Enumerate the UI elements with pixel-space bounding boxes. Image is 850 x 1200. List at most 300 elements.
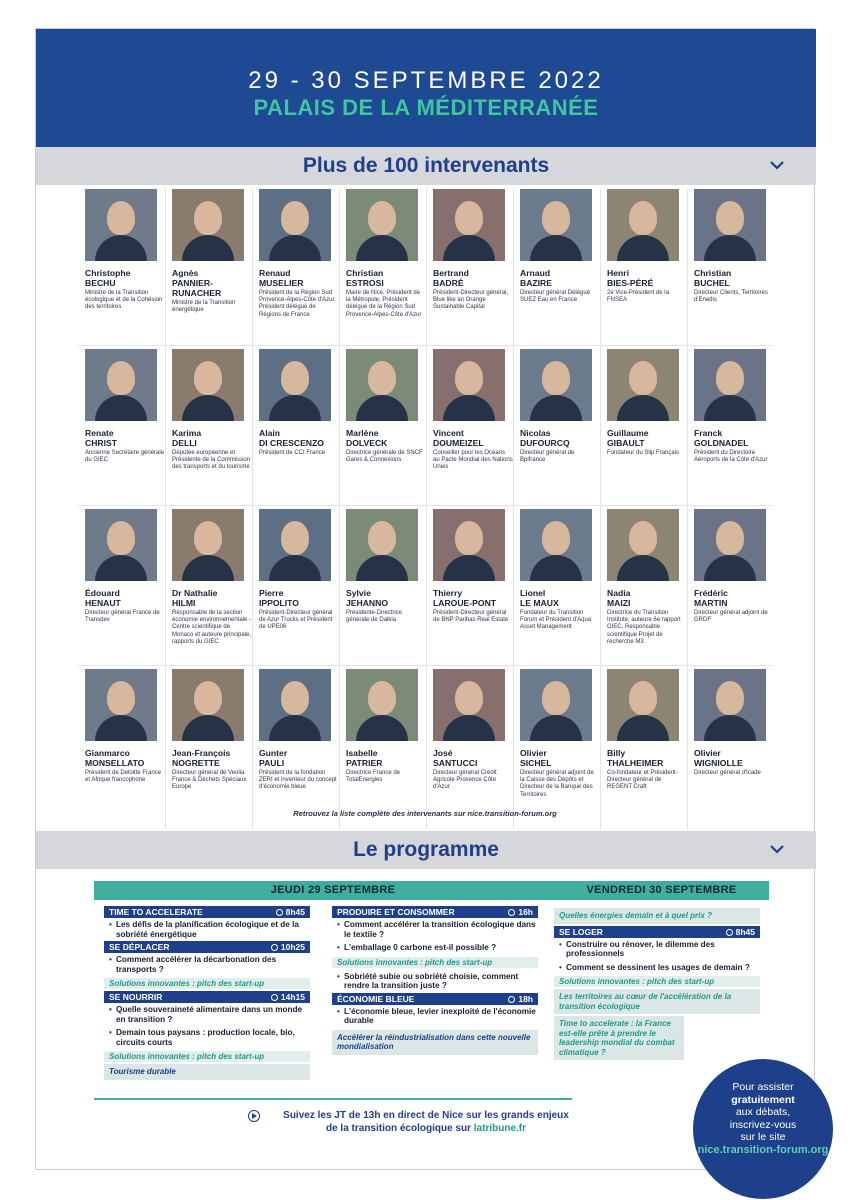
speaker-role: Président de Deloitte France et Afrique francophone (85, 770, 162, 784)
circle-line: inscrivez-vous (729, 1118, 797, 1131)
footer-divider (94, 1098, 572, 1100)
speaker-photo (172, 509, 244, 581)
speaker-photo-head (629, 361, 657, 395)
speaker-card (426, 349, 513, 507)
speaker-role: Directrice du Transition Institute, auteure 6e rapport GIEC, Responsable scientifique Projet de recherche M3 (607, 610, 681, 645)
speaker-photo (85, 509, 157, 581)
speaker-first-name: Guillaume (607, 428, 649, 438)
speaker-role: Fondateur du Slip Français (607, 450, 680, 456)
speaker-card (165, 189, 252, 347)
speaker-card (78, 669, 165, 827)
speaker-photo (346, 669, 418, 741)
speaker-last-name: GIBAULT (607, 438, 645, 448)
speaker-card (513, 189, 600, 347)
speaker-card (339, 349, 426, 507)
speaker-card (687, 189, 774, 347)
speaker-card (426, 189, 513, 347)
speaker-photo-head (629, 521, 657, 555)
speaker-photo (85, 669, 157, 741)
speaker-last-name: PANNIER-RUNACHER (172, 278, 222, 298)
speaker-role: Président du Directoire Aéroports de la Côte d'Azur (694, 450, 768, 464)
speaker-photo (694, 669, 766, 741)
speaker-first-name: Sylvie (346, 588, 371, 598)
session-time-label: 10h25 (280, 942, 305, 952)
speaker-role: Fondateur du Transition Forum et Président d'Aqua Asset Management (520, 610, 592, 631)
speaker-photo (85, 189, 157, 261)
speaker-card (78, 349, 165, 507)
speaker-role: Ministre de la Transition énergétique (172, 300, 236, 314)
speaker-photo (520, 189, 592, 261)
speaker-card (426, 669, 513, 827)
solutions-banner: Solutions innovantes : pitch des start-up (104, 1051, 310, 1062)
day1-header: JEUDI 29 SEPTEMBRE (94, 881, 572, 900)
speaker-photo-head (629, 201, 657, 235)
speaker-first-name: Bertrand (433, 268, 469, 278)
speaker-role: Directrice générale de SNCF Gares & Connexions (346, 450, 423, 464)
session-header (104, 991, 310, 1003)
speaker-first-name: Billy (607, 748, 626, 758)
registration-circle[interactable] (693, 1059, 833, 1199)
speaker-photo (433, 669, 505, 741)
speaker-photo-body (182, 555, 234, 581)
event-venue: PALAIS DE LA MÉDITERRANÉE (253, 95, 599, 120)
speaker-photo-head (107, 361, 135, 395)
play-icon[interactable] (248, 1110, 260, 1122)
speaker-photo-head (716, 681, 744, 715)
chevron-down-icon[interactable] (768, 840, 786, 858)
speaker-photo (172, 669, 244, 741)
speaker-card (252, 189, 339, 347)
circle-line (693, 1094, 833, 1107)
speaker-first-name: Pierre (259, 588, 284, 598)
speaker-card (339, 509, 426, 667)
speaker-photo-body (530, 555, 582, 581)
solutions-banner: Solutions innovantes : pitch des start-up (332, 957, 538, 968)
speaker-first-name: Marlène (346, 428, 379, 438)
speaker-last-name: WIGNIOLLE (694, 758, 743, 768)
session-topic: • Quelle souveraineté alimentaire dans un monde en transition ? (104, 1003, 310, 1026)
speaker-card (165, 509, 252, 667)
programme-section-bar[interactable] (36, 831, 816, 869)
day2-column (554, 906, 760, 1062)
speaker-photo (433, 349, 505, 421)
speaker-first-name: Nadia (607, 588, 631, 598)
speaker-photo-body (704, 555, 756, 581)
session-header (104, 941, 310, 953)
speaker-first-name: Édouard (85, 588, 120, 598)
hero-header (36, 29, 816, 147)
speaker-card (78, 189, 165, 347)
speaker-first-name: Olivier (694, 748, 721, 758)
speaker-role: Directrice France de TotalEnergies (346, 770, 401, 784)
speaker-card (513, 509, 600, 667)
speaker-photo-head (716, 361, 744, 395)
speaker-first-name: Arnaud (520, 268, 551, 278)
latribune-link[interactable]: latribune.fr (473, 1123, 527, 1134)
speaker-last-name: DOUMEIZEL (433, 438, 484, 448)
session-time-label: 8h45 (285, 907, 305, 917)
speaker-card (165, 669, 252, 827)
speaker-role: Maire de Nice, Président de la Métropole, Président délégué de la Région Sud Provence-Alpes-Côte d'Azur (346, 290, 422, 318)
speaker-photo-head (455, 201, 483, 235)
speaker-photo-head (455, 521, 483, 555)
session-topic: • Demain tous paysans : production locale, bio, circuits courts (104, 1026, 310, 1049)
topic-tile: Quelles énergies demain et à quel prix ? (554, 908, 760, 924)
speaker-photo-head (368, 361, 396, 395)
speaker-last-name: BADRÉ (433, 278, 464, 288)
clock-icon (508, 909, 515, 916)
speaker-photo-head (281, 201, 309, 235)
speaker-last-name: MARTIN (694, 598, 728, 608)
speaker-photo (520, 349, 592, 421)
session-time-label: 14h15 (280, 992, 305, 1002)
speaker-role: Députée européenne et Présidente de la Commission des transports et du tourisme (172, 450, 251, 471)
speaker-last-name: NOGRETTE (172, 758, 220, 768)
speaker-photo-head (194, 521, 222, 555)
speaker-photo (259, 349, 331, 421)
speaker-first-name: Christian (694, 268, 732, 278)
speaker-last-name: MUSELIER (259, 278, 304, 288)
speaker-role: Directeur général de Bpifrance (520, 450, 575, 464)
speaker-photo-body (269, 395, 321, 421)
follow-banner[interactable] (236, 1109, 616, 1135)
speaker-last-name: DOLVECK (346, 438, 388, 448)
poster (35, 28, 829, 1170)
event-dates: 29 - 30 SEPTEMBRE 2022 (248, 67, 604, 94)
programme-section-title: Le programme (353, 838, 499, 861)
session-time (508, 906, 533, 918)
speaker-first-name: Isabelle (346, 748, 378, 758)
speaker-photo-head (542, 201, 570, 235)
speaker-role: Directeur général de Veolia France & Déchets Spéciaux Europe (172, 770, 247, 791)
speaker-photo-body (443, 395, 495, 421)
speaker-photo-body (182, 715, 234, 741)
speaker-photo-body (443, 235, 495, 261)
speaker-card (165, 349, 252, 507)
speaker-card (252, 509, 339, 667)
speaker-card (78, 509, 165, 667)
session-title: SE LOGER (559, 926, 603, 937)
speaker-last-name: DELLI (172, 438, 197, 448)
speaker-photo (607, 189, 679, 261)
speaker-first-name: Christian (346, 268, 384, 278)
speakers-section-bar[interactable] (36, 147, 816, 185)
speaker-photo-head (194, 681, 222, 715)
speaker-first-name: Christophe (85, 268, 131, 278)
session-time (276, 906, 305, 918)
speaker-last-name: ESTROSI (346, 278, 384, 288)
speaker-first-name: Jean-François (172, 748, 231, 758)
speaker-first-name: Agnès (172, 268, 199, 278)
speaker-photo-head (281, 681, 309, 715)
follow-line-1: Suivez les JT de 13h en direct de Nice sur les grands enjeux (283, 1110, 569, 1121)
speaker-last-name: LE MAUX (520, 598, 559, 608)
session-time (508, 993, 533, 1005)
speaker-role: Président-Directeur général de Azur Trucks et Président de UPE06 (259, 610, 333, 631)
speaker-photo-head (455, 361, 483, 395)
session-title: TIME TO ACCELERATE (109, 907, 203, 917)
speaker-photo-body (95, 555, 147, 581)
speaker-photo (694, 349, 766, 421)
speaker-photo-head (542, 681, 570, 715)
speaker-role: Conseiller pour les Océans au Pacte Mondial des Nations Unies (433, 450, 513, 471)
speaker-card (513, 669, 600, 827)
speaker-last-name: GOLDNADEL (694, 438, 749, 448)
speaker-photo-head (716, 201, 744, 235)
speaker-photo-body (443, 715, 495, 741)
day1-column-2 (332, 906, 538, 1057)
speaker-photo (259, 509, 331, 581)
circle-line: sur le site (740, 1131, 786, 1143)
speaker-photo-body (443, 555, 495, 581)
speaker-photo (694, 189, 766, 261)
speaker-photo-body (617, 395, 669, 421)
speaker-role: Directeur Clients, Territoires d'Enedis (694, 290, 768, 304)
speaker-role: Président de la fondation ZERI et inventeur du concept d'économie bleue (259, 770, 337, 791)
speaker-photo-body (617, 715, 669, 741)
session-title: ÉCONOMIE BLEUE (337, 993, 415, 1004)
speaker-photo-head (194, 201, 222, 235)
circle-line: aux débats, (735, 1106, 791, 1118)
speaker-first-name: José (433, 748, 453, 758)
speaker-card (600, 669, 687, 827)
speaker-photo (694, 509, 766, 581)
session-topic: • Les défis de la planification écologique et de la sobriété énergétique (104, 918, 310, 941)
follow-line-2 (236, 1122, 616, 1135)
speaker-photo-body (356, 555, 408, 581)
speaker-photo-body (95, 235, 147, 261)
speaker-photo-body (269, 235, 321, 261)
speaker-photo-body (704, 235, 756, 261)
speaker-card (426, 509, 513, 667)
session-time-label: 8h45 (735, 926, 755, 937)
speaker-photo-body (530, 395, 582, 421)
speaker-photo (172, 349, 244, 421)
clock-icon (726, 929, 733, 936)
speaker-last-name: PAULI (259, 758, 285, 768)
session-title: SE DÉPLACER (109, 942, 170, 952)
speaker-last-name: LAROUE-PONT (433, 598, 497, 608)
speakers-section-title: Plus de 100 intervenants (302, 154, 550, 177)
speaker-role: Ancienne Secrétaire générale du GIEC (85, 450, 165, 464)
session-time (271, 941, 305, 953)
speaker-first-name: Renaud (259, 268, 291, 278)
session-time (271, 991, 305, 1003)
speaker-first-name: Franck (694, 428, 723, 438)
speaker-photo-head (542, 361, 570, 395)
speaker-photo (607, 349, 679, 421)
speaker-photo-body (95, 395, 147, 421)
speaker-photo-body (530, 235, 582, 261)
speaker-last-name: MONSELLATO (85, 758, 145, 768)
speaker-role: Président de la Région Sud Provence-Alpes-Côte d'Azur, Président délégué de Régions de France (259, 290, 336, 318)
chevron-down-icon[interactable] (768, 156, 786, 174)
clock-icon (276, 909, 283, 916)
topic-tile: Accélérer la réindustrialisation dans cette nouvelle mondialisation (332, 1030, 538, 1055)
speaker-photo-body (182, 235, 234, 261)
speaker-photo-head (455, 681, 483, 715)
session-title: PRODUIRE ET CONSOMMER (337, 907, 455, 917)
topic-tile: Time to accelerate : la France est-elle prête à prendre le leadership mondial du combat climatique ? (554, 1016, 684, 1060)
speaker-role: Directeur général France de Transdev (85, 610, 160, 624)
follow-line-2-text: de la transition écologique sur (325, 1123, 471, 1134)
speaker-first-name: Lionel (520, 588, 546, 598)
speaker-last-name: BUCHEL (694, 278, 730, 288)
speaker-last-name: SICHEL (520, 758, 552, 768)
speaker-last-name: JEHANNO (346, 598, 389, 608)
session-time (726, 926, 755, 938)
speaker-last-name: BAZIRE (520, 278, 552, 288)
speaker-photo (172, 189, 244, 261)
registration-link[interactable]: nice.transition-forum.org (697, 1143, 829, 1156)
session-topic: • Comment accélérer la transition écologique dans le textile ? (332, 918, 538, 941)
day1-column-1 (104, 906, 310, 1082)
speaker-photo (346, 509, 418, 581)
speaker-photo-head (281, 361, 309, 395)
speaker-role: Directeur général Délégué SUEZ Eau en France (520, 290, 591, 304)
solutions-banner: Solutions innovantes : pitch des start-up (554, 976, 760, 987)
speaker-role: Ministre de la Transition écologique et de la Cohésion des territoires (85, 290, 163, 311)
speaker-photo-head (542, 521, 570, 555)
session-time-label: 16h (518, 907, 533, 917)
topic-tile: Tourisme durable (104, 1064, 310, 1080)
speaker-role: Responsable de la section économie environnementale - Centre scientifique de Monaco et auteure principale, rapports du GIEC (172, 610, 252, 645)
speaker-card (600, 349, 687, 507)
speaker-first-name: Renate (85, 428, 114, 438)
speaker-role: Directeur général adjoint de GRDF (694, 610, 768, 624)
speaker-last-name: BECHU (85, 278, 116, 288)
speaker-photo-body (269, 715, 321, 741)
day2-header: VENDREDI 30 SEPTEMBRE (554, 881, 769, 900)
speaker-card (339, 189, 426, 347)
speakers-grid (78, 189, 772, 829)
speaker-photo (346, 189, 418, 261)
speaker-last-name: IPPOLITO (259, 598, 299, 608)
session-header (104, 906, 310, 918)
speaker-role: Président-Directeur général de BNP Paribas Real Estate (433, 610, 509, 624)
speaker-card (600, 189, 687, 347)
speaker-role: Co-fondateur et Président-Directeur général de REGENT Craft (607, 770, 678, 791)
clock-icon (271, 944, 278, 951)
speaker-photo-body (95, 715, 147, 741)
speaker-card (252, 349, 339, 507)
speaker-role: Directeur général adjoint de la Caisse des Dépôts et Directeur de la Banque des Territoires (520, 770, 594, 798)
speaker-photo-head (368, 201, 396, 235)
speaker-first-name: Vincent (433, 428, 464, 438)
speaker-photo (85, 349, 157, 421)
speaker-last-name: DI CRESCENZO (259, 438, 324, 448)
speaker-last-name: THALHEIMER (607, 758, 664, 768)
speaker-card (252, 669, 339, 827)
speaker-card (600, 509, 687, 667)
speaker-photo-body (704, 395, 756, 421)
speaker-photo-head (281, 521, 309, 555)
speaker-photo-body (617, 235, 669, 261)
solutions-banner: Solutions innovantes : pitch des start-up (104, 978, 310, 989)
session-topic: • Construire ou rénover, le dilemme des professionnels (554, 938, 760, 961)
speaker-card (687, 349, 774, 507)
speaker-photo-body (356, 395, 408, 421)
speakers-note: Retrouvez la liste complète des intervenants sur nice.transition-forum.org (293, 809, 557, 818)
speaker-photo-body (356, 235, 408, 261)
speaker-first-name: Gianmarco (85, 748, 130, 758)
speaker-photo-head (368, 521, 396, 555)
speaker-last-name: DUFOURCQ (520, 438, 570, 448)
session-header (332, 906, 538, 918)
speaker-photo (520, 509, 592, 581)
speaker-last-name: BIES-PÉRÉ (607, 278, 654, 288)
speaker-photo (607, 669, 679, 741)
speaker-photo (433, 189, 505, 261)
speaker-role: Président-Directeur général, Blue like an Orange Sustainable Capital (433, 290, 509, 311)
speaker-first-name: Frédéric (694, 588, 728, 598)
speaker-last-name: SANTUCCI (433, 758, 478, 768)
speaker-first-name: Karima (172, 428, 202, 438)
speaker-first-name: Gunter (259, 748, 288, 758)
speaker-first-name: Alain (259, 428, 281, 438)
speaker-photo (520, 669, 592, 741)
session-topic: • Sobriété subie ou sobriété choisie, comment rendre la transition juste ? (332, 970, 538, 993)
speaker-last-name: MAIZI (607, 598, 631, 608)
session-header (332, 993, 538, 1005)
speaker-photo (346, 349, 418, 421)
speaker-photo-head (194, 361, 222, 395)
session-topic: • L'économie bleue, levier inexploité de l'économie durable (332, 1005, 538, 1028)
speaker-photo (607, 509, 679, 581)
speaker-last-name: PATRIER (346, 758, 383, 768)
speaker-first-name: Nicolas (520, 428, 551, 438)
speaker-last-name: HENAUT (85, 598, 121, 608)
speaker-photo-head (107, 201, 135, 235)
speaker-first-name: Henri (607, 268, 629, 278)
speaker-card (513, 349, 600, 507)
speaker-photo-body (356, 715, 408, 741)
speaker-first-name: Thierry (433, 588, 463, 598)
speaker-photo (259, 669, 331, 741)
speaker-photo-body (530, 715, 582, 741)
speaker-photo-body (704, 715, 756, 741)
speaker-photo-head (107, 521, 135, 555)
speaker-card (687, 509, 774, 667)
topic-tile: Les territoires au cœur de l'accélération de la transition écologique (554, 989, 760, 1014)
speaker-photo-head (107, 681, 135, 715)
speaker-photo (259, 189, 331, 261)
speaker-photo-head (716, 521, 744, 555)
speaker-photo (433, 509, 505, 581)
speaker-photo-head (368, 681, 396, 715)
session-topic: • Comment se dessinent les usages de demain ? (554, 961, 760, 975)
speaker-role: Présidente-Directrice générale de Dalkia (346, 610, 403, 624)
circle-bold: gratuitement (731, 1093, 795, 1106)
speaker-role: Président de CCI France (259, 450, 326, 456)
speaker-role: 2e Vice-Président de la FNSEA (607, 290, 669, 304)
speaker-photo-body (269, 555, 321, 581)
speaker-role: Directeur général Crédit Agricole Provence Côte d'Azur (433, 770, 497, 791)
speaker-first-name: Dr Nathalie (172, 588, 218, 598)
speaker-photo-head (629, 681, 657, 715)
session-title: SE NOURRIR (109, 992, 163, 1002)
speaker-card (687, 669, 774, 827)
speaker-photo-body (617, 555, 669, 581)
circle-line: Pour assister (732, 1081, 794, 1093)
session-header (554, 926, 760, 938)
speaker-first-name: Olivier (520, 748, 547, 758)
speaker-photo-body (182, 395, 234, 421)
session-time-label: 18h (518, 993, 533, 1004)
speaker-last-name: CHRIST (85, 438, 117, 448)
clock-icon (271, 994, 278, 1001)
speaker-last-name: HILMI (172, 598, 196, 608)
